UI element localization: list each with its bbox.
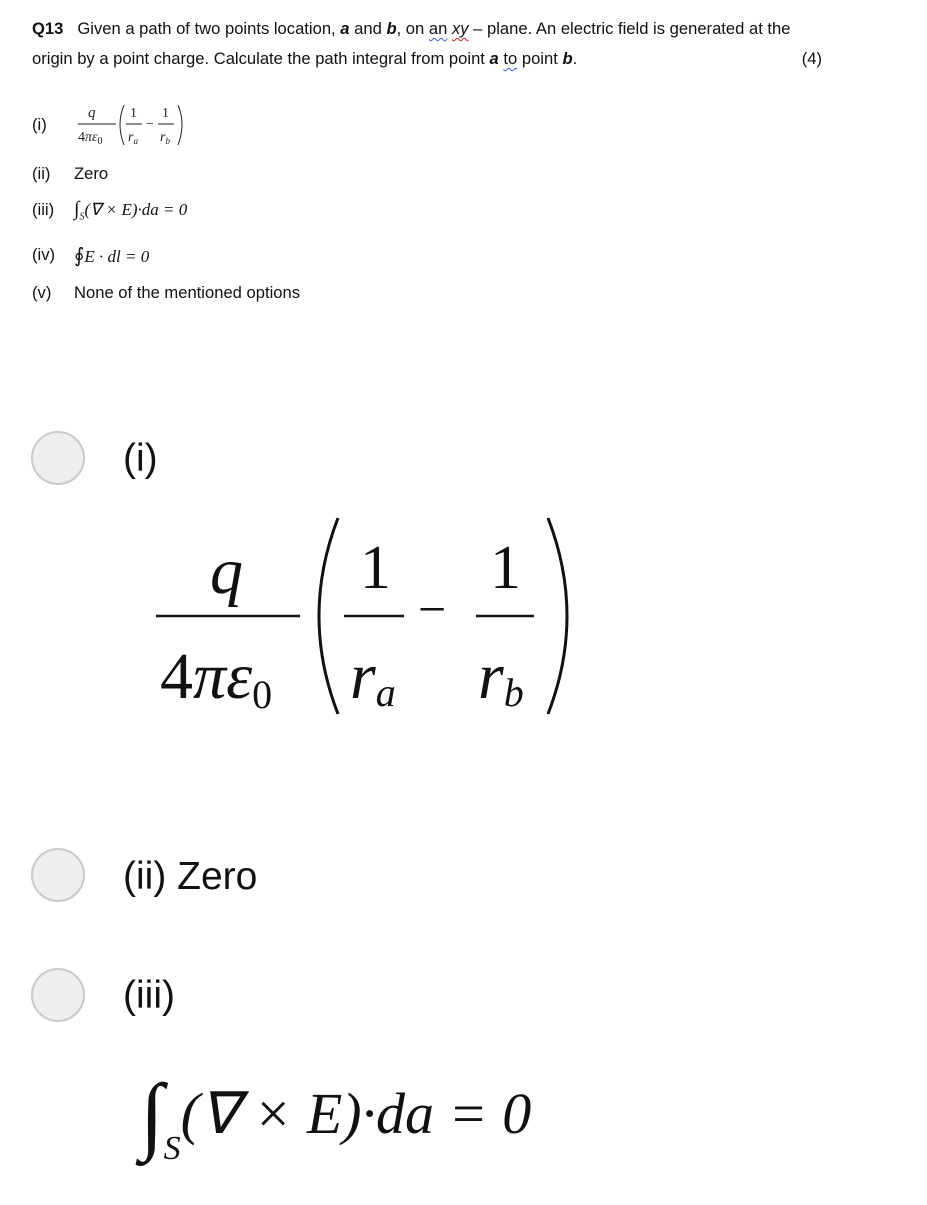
svg-text:rb: rb — [478, 640, 524, 715]
svg-text:4πε0: 4πε0 — [160, 640, 273, 717]
question-number: Q13 — [32, 19, 64, 38]
question-marks: (4) — [801, 49, 822, 68]
formula-i-small — [74, 99, 194, 151]
svg-text:−: − — [146, 117, 154, 132]
svg-text:−: − — [418, 581, 447, 637]
svg-text:1: 1 — [490, 534, 521, 602]
svg-text:1: 1 — [162, 106, 169, 121]
svg-text:ra: $r_a$ — [128, 130, 138, 146]
question-option-i: (i) q $4\pi\varepsilon_0$ 1 $r_a$ − 1 $r_b$ — [32, 100, 194, 150]
question-option-ii: (ii) Zero — [32, 164, 109, 183]
formula-iii-small: $\int_S(\nabla \times E)\cdot da = 0$ — [74, 197, 188, 223]
svg-text:1: 1 — [360, 534, 391, 602]
radio-option-i[interactable] — [31, 431, 85, 485]
svg-text:rb: $r_b$ — [160, 130, 170, 146]
question-option-v: (v) None of the mentioned options — [32, 283, 301, 302]
svg-text:ra: ra — [350, 640, 396, 715]
formula-iii-large: $\int_S(\nabla \times E)\cdot da = 0$ — [140, 1066, 532, 1167]
svg-text:4πε0: $4\pi\varepsilon_0$ — [78, 130, 103, 147]
answer-label-ii: (ii) Zero — [123, 855, 258, 898]
svg-text:q: q — [88, 105, 96, 121]
question-text: Q13 Given a path of two points location, a and b, on an xy – plane. An electric field is generated at the origin by a point charge. Calculate the path integral from point a to point b. (4) — [32, 14, 822, 74]
radio-option-ii[interactable] — [31, 848, 85, 902]
formula-i-large — [150, 508, 590, 728]
question-option-iv: (iv) ∮E · dl = 0 — [32, 244, 150, 267]
formula-iv-small: ∮E · dl = 0 — [74, 244, 150, 267]
radio-option-iii[interactable] — [31, 968, 85, 1022]
svg-text:q: q — [210, 535, 243, 608]
question-option-iii: (iii) $\int_S(\nabla \times E)\cdot da = 0$ — [32, 197, 188, 223]
svg-text:1: 1 — [130, 106, 137, 121]
answer-label-i: (i) — [123, 437, 158, 480]
answer-label-iii: (iii) — [123, 974, 175, 1017]
